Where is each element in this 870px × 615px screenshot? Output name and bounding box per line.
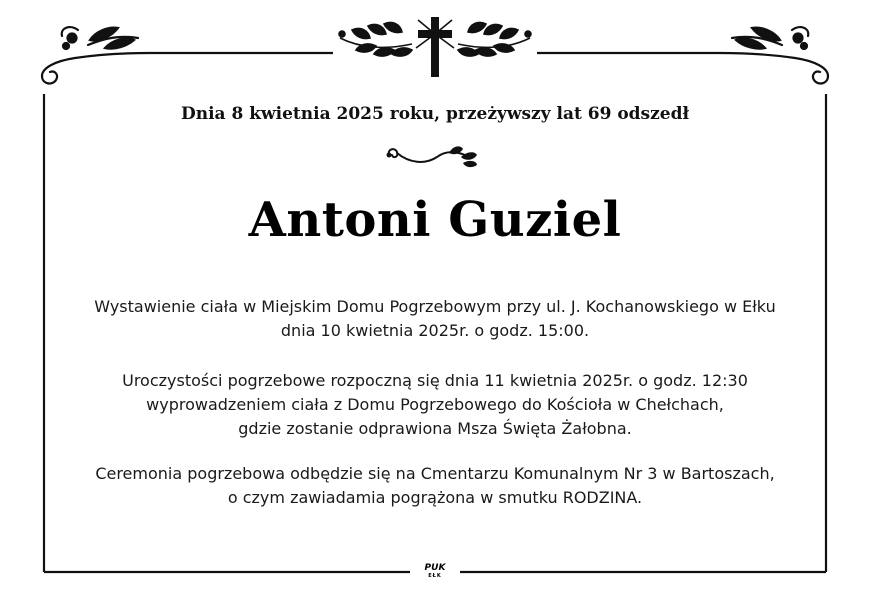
viewing-paragraph xyxy=(55,295,815,343)
floral-scroll-icon xyxy=(720,27,828,83)
burial-paragraph xyxy=(55,462,815,510)
paragraph-line: gdzie zostanie odprawiona Msza Święta Żałobna. xyxy=(238,419,632,438)
paragraph-line: o czym zawiadamia pogrążona w smutku RODZINA. xyxy=(227,488,643,507)
paragraph-line: Ceremonia pogrzebowa odbędzie się na Cmentarzu Komunalnym Nr 3 w Bartoszach, xyxy=(95,464,775,483)
logo-main-text: PUK xyxy=(424,563,446,573)
vine-divider-icon xyxy=(385,143,485,171)
announcement-header: Dnia 8 kwietnia 2025 roku, przeżywszy lat 69 odszedł xyxy=(180,104,690,124)
paragraph-line: wyprowadzeniem ciała z Domu Pogrzebowego do Kościoła w Chełchach, xyxy=(146,395,724,414)
floral-scroll-icon xyxy=(42,27,150,83)
puk-logo xyxy=(413,563,457,583)
logo-sub-text: EŁK xyxy=(428,573,442,579)
deceased-name: Antoni Guziel xyxy=(248,192,622,248)
funeral-ceremony-paragraph xyxy=(55,369,815,441)
paragraph-line: Uroczystości pogrzebowe rozpoczną się dnia 11 kwietnia 2025r. o godz. 12:30 xyxy=(122,371,748,390)
paragraph-line: dnia 10 kwietnia 2025r. o godz. 15:00. xyxy=(280,321,590,340)
paragraph-line: Wystawienie ciała w Miejskim Domu Pogrzebowym przy ul. J. Kochanowskiego w Ełku xyxy=(94,297,776,316)
cross-with-laurel-icon xyxy=(339,17,531,77)
